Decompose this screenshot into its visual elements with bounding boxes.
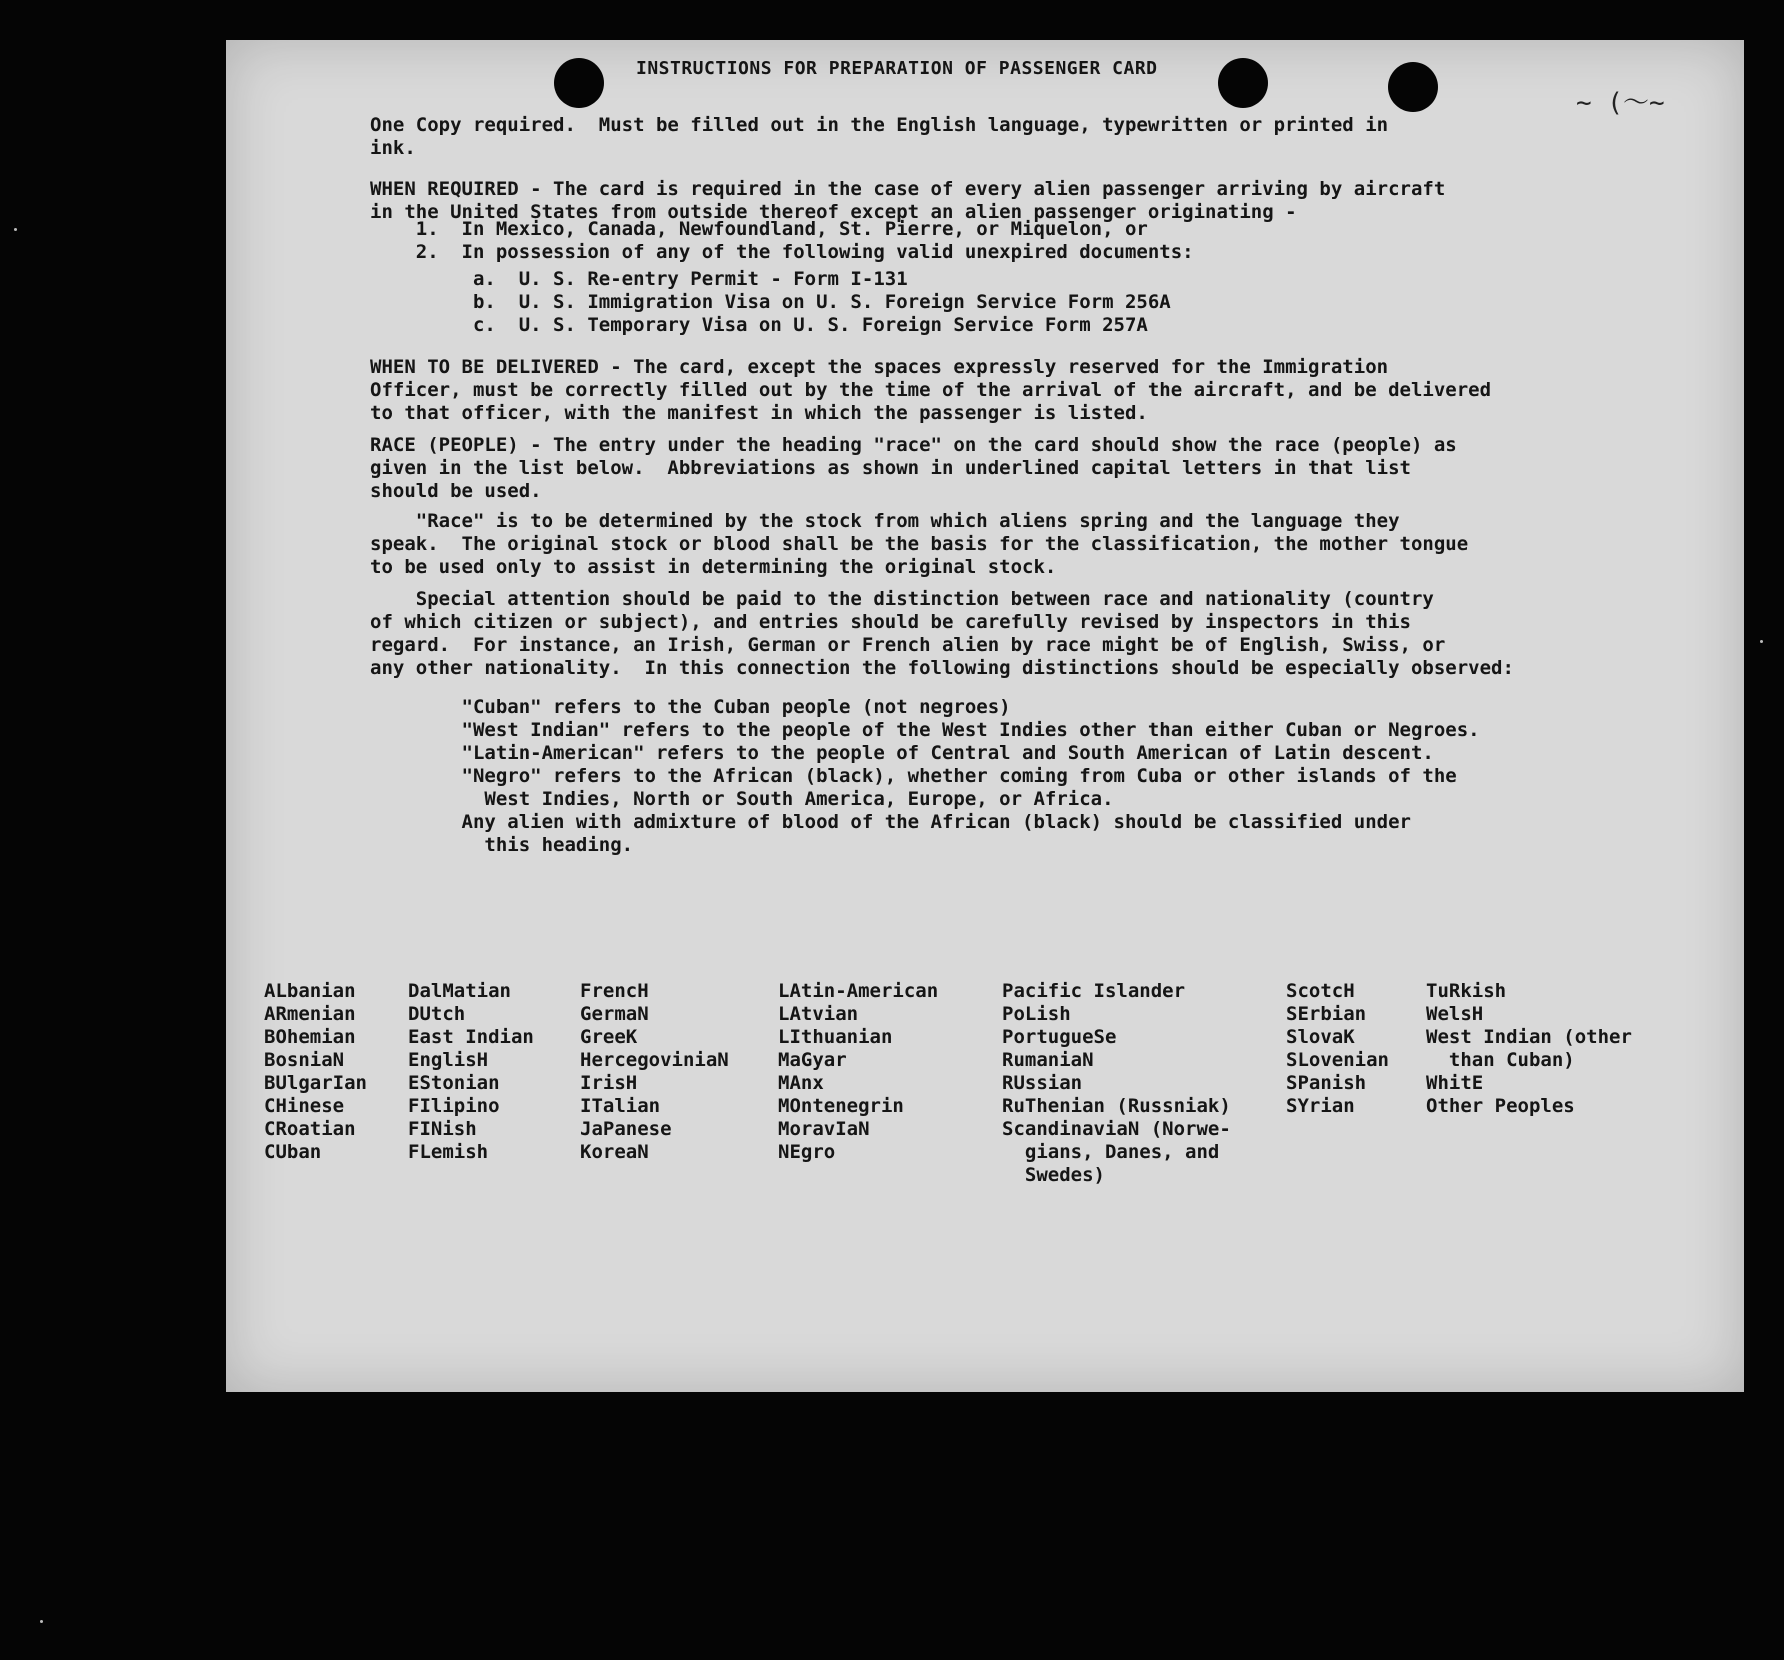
race-item: SErbian <box>1286 1003 1367 1025</box>
race-item: BosniaN <box>264 1049 345 1071</box>
paragraph-race-people: RACE (PEOPLE) - The entry under the heading "race" on the card should show the race (people) as given in the list below. Abbreviations as shown in underlined capital letters in that list should be used. <box>370 434 1457 502</box>
race-item: than Cuban) <box>1426 1049 1575 1071</box>
race-item: MoravIaN <box>778 1118 870 1140</box>
paragraph-special-attention: Special attention should be paid to the distinction between race and nationality (country of which citizen or subject), and entries should be carefully revised by inspectors in this regard. For instance, an Irish, German or French alien by race might be of English, Swiss, or any other nationality. In this connection the following distinctions should be especially observed: <box>370 588 1514 679</box>
scan-speck <box>40 1620 43 1623</box>
race-item: BOhemian <box>264 1026 356 1048</box>
race-item: RUssian <box>1002 1072 1083 1094</box>
race-column <box>1426 980 1632 1118</box>
race-item: FIlipino <box>408 1095 500 1117</box>
race-item: EStonian <box>408 1072 500 1094</box>
scan-speck <box>1760 640 1763 643</box>
race-item: ITalian <box>580 1095 661 1117</box>
race-item: Other Peoples <box>1426 1095 1575 1117</box>
race-item: MAnx <box>778 1072 824 1094</box>
punch-hole-left <box>554 58 604 108</box>
race-item: SYrian <box>1286 1095 1355 1117</box>
paragraph-copy-required: One Copy required. Must be filled out in the English language, typewritten or printed in ink. <box>370 114 1389 159</box>
punch-hole-middle <box>1218 58 1268 108</box>
paragraph-race-definition: "Race" is to be determined by the stock from which aliens spring and the language they speak. The original stock or blood shall be the basis for the classification, the mother tongue to be used only to assist in determining the original stock. <box>370 510 1469 578</box>
race-item: BUlgarIan <box>264 1072 367 1094</box>
paragraph-when-required: WHEN REQUIRED - The card is required in the case of every alien passenger arriving by aircraft in the United States from outside thereof except an alien passenger originating - <box>370 178 1446 223</box>
race-item: NEgro <box>778 1141 836 1163</box>
race-item: CHinese <box>264 1095 345 1117</box>
race-column <box>580 980 729 1164</box>
race-item: WelsH <box>1426 1003 1484 1025</box>
race-item: LIthuanian <box>778 1026 893 1048</box>
race-item: MaGyar <box>778 1049 847 1071</box>
race-item: SPanish <box>1286 1072 1367 1094</box>
paragraph-distinctions: "Cuban" refers to the Cuban people (not negroes) "West Indian" refers to the people of the West Indies other than either Cuban or Negroes. "Latin-American" refers to the people of Central and South American of Latin descent. "Negro" refers to the African (black), whether coming from Cuba or other islands of the West Indies, North or South America, Europe, or Africa. Any alien with admixture of blood of the African (black) should be classified under this heading. <box>461 696 1480 856</box>
race-item: RuThenian (Russniak) <box>1002 1095 1231 1117</box>
race-item: ScotcH <box>1286 980 1355 1002</box>
race-item: LAtin-American <box>778 980 939 1002</box>
race-item: Swedes) <box>1002 1164 1105 1186</box>
race-item: GreeK <box>580 1026 638 1048</box>
race-item: KoreaN <box>580 1141 649 1163</box>
race-item: ALbanian <box>264 980 356 1002</box>
race-item: SlovaK <box>1286 1026 1355 1048</box>
race-item: FLemish <box>408 1141 489 1163</box>
race-item: ScandinaviaN (Norwe- <box>1002 1118 1231 1140</box>
instructions-body <box>370 114 1730 856</box>
race-item: PoLish <box>1002 1003 1071 1025</box>
race-item: East Indian <box>408 1026 534 1048</box>
pen-mark: ~ (〜~ <box>1576 88 1665 118</box>
document-title: INSTRUCTIONS FOR PREPARATION OF PASSENGER CARD <box>636 58 1158 79</box>
race-column <box>778 980 938 1164</box>
paragraph-documents-list: a. U. S. Re-entry Permit - Form I-131 b. U. S. Immigration Visa on U. S. Foreign Service Form 256A c. U. S. Temporary Visa on U. S. Foreign Service Form 257A <box>472 268 1171 336</box>
race-item: CRoatian <box>264 1118 356 1140</box>
race-item: TuRkish <box>1426 980 1507 1002</box>
race-list <box>264 980 1734 1220</box>
race-item: IrisH <box>580 1072 638 1094</box>
race-item: ARmenian <box>264 1003 356 1025</box>
race-item: Pacific Islander <box>1002 980 1186 1002</box>
race-column <box>1002 980 1231 1187</box>
race-column <box>1286 980 1389 1118</box>
race-item: SLovenian <box>1286 1049 1389 1071</box>
race-item: RumaniaN <box>1002 1049 1094 1071</box>
scan-speck <box>14 228 17 231</box>
race-column <box>264 980 367 1164</box>
race-item: LAtvian <box>778 1003 859 1025</box>
race-item: DalMatian <box>408 980 511 1002</box>
race-item: HercegoviniaN <box>580 1049 729 1071</box>
race-item: WhitE <box>1426 1072 1484 1094</box>
race-item: PortugueSe <box>1002 1026 1117 1048</box>
document-page <box>226 40 1744 1392</box>
race-item: CUban <box>264 1141 322 1163</box>
punch-hole-right <box>1388 62 1438 112</box>
race-item: JaPanese <box>580 1118 672 1140</box>
race-column <box>408 980 534 1164</box>
paragraph-when-delivered: WHEN TO BE DELIVERED - The card, except the spaces expressly reserved for the Immigration Officer, must be correctly filled out by the time of the arrival of the aircraft, and be delivered to that officer, with the manifest in which the passenger is listed. <box>370 356 1492 424</box>
race-item: gians, Danes, and <box>1002 1141 1220 1163</box>
race-item: FrencH <box>580 980 649 1002</box>
race-item: GermaN <box>580 1003 649 1025</box>
race-item: MOntenegrin <box>778 1095 904 1117</box>
race-item: DUtch <box>408 1003 466 1025</box>
paragraph-exceptions-list: 1. In Mexico, Canada, Newfoundland, St. Pierre, or Miquelon, or 2. In possession of any of the following valid unexpired documents: <box>415 218 1194 263</box>
race-item: FINish <box>408 1118 477 1140</box>
race-item: EnglisH <box>408 1049 489 1071</box>
race-item: West Indian (other <box>1426 1026 1632 1048</box>
